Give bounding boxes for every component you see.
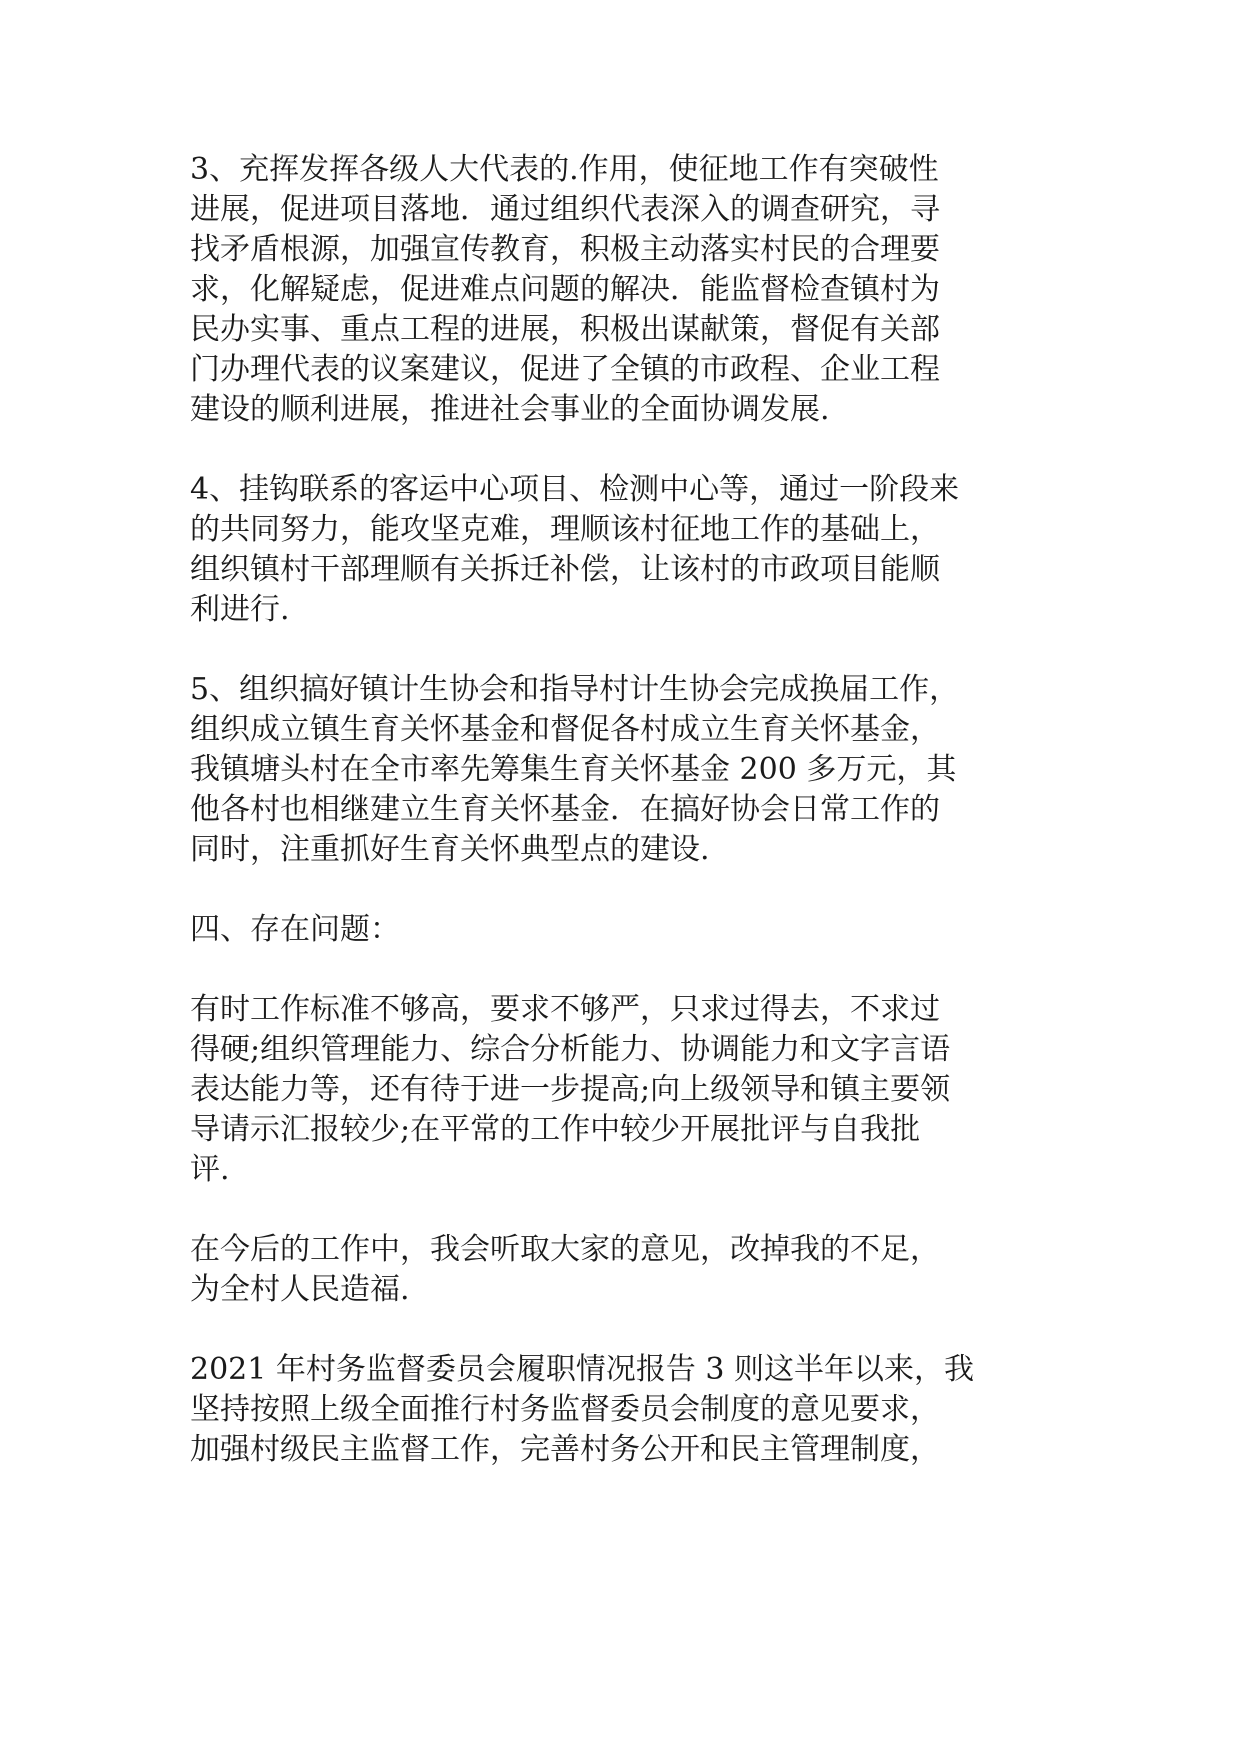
text-line: 坚持按照上级全面推行村务监督委员会制度的意见要求， [190, 1392, 940, 1427]
text-line: 加强村级民主监督工作，完善村务公开和民主管理制度， [190, 1432, 940, 1467]
text-line: 民办实事、重点工程的进展，积极出谋献策，督促有关部 [190, 312, 940, 347]
text-line: 组织镇村干部理顺有关拆迁补偿，让该村的市政项目能顺 [190, 552, 940, 587]
text-line: 有时工作标准不够高，要求不够严，只求过得去，不求过 [190, 992, 940, 1027]
text-line: 找矛盾根源，加强宣传教育，积极主动落实村民的合理要 [190, 232, 940, 267]
text-line: 进展，促进项目落地．通过组织代表深入的调查研究，寻 [190, 192, 940, 227]
text-line: 利进行. [190, 592, 290, 627]
text-line: 得硬;组织管理能力、综合分析能力、协调能力和文字言语 [190, 1032, 951, 1067]
text-line: 3、充挥发挥各级人大代表的.作用，使征地工作有突破性 [190, 152, 939, 187]
text-line: 为全村人民造福. [190, 1272, 410, 1307]
document-page [190, 150, 1070, 1510]
text-line: 2021 年村务监督委员会履职情况报告 3 则这半年以来，我 [190, 1352, 975, 1387]
text-line: 我镇塘头村在全市率先筹集生育关怀基金 200 多万元，其 [190, 752, 957, 787]
paragraph-report-intro [190, 1350, 1070, 1470]
text-line: 门办理代表的议案建议，促进了全镇的市政程、企业工程 [190, 352, 940, 387]
paragraph-problems [190, 990, 1070, 1190]
text-line: 的共同努力，能攻坚克难，理顺该村征地工作的基础上， [190, 512, 940, 547]
paragraph-item-5 [190, 670, 1070, 870]
text-line: 表达能力等，还有待于进一步提高;向上级领导和镇主要领 [190, 1072, 951, 1107]
text-line: 他各村也相继建立生育关怀基金．在搞好协会日常工作的 [190, 792, 940, 827]
text-line: 组织成立镇生育关怀基金和督促各村成立生育关怀基金， [190, 712, 940, 747]
text-line: 同时，注重抓好生育关怀典型点的建设. [190, 832, 710, 867]
text-line: 导请示汇报较少;在平常的工作中较少开展批评与自我批 [190, 1112, 921, 1147]
text-line: 5、组织搞好镇计生协会和指导村计生协会完成换届工作， [190, 672, 960, 707]
section-heading-problems [190, 910, 1070, 950]
text-line: 4、挂钩联系的客运中心项目、检测中心等，通过一阶段来 [190, 472, 960, 507]
text-line: 评. [190, 1152, 230, 1187]
text-line: 建设的顺利进展，推进社会事业的全面协调发展. [190, 392, 830, 427]
heading-line: 四、存在问题： [190, 912, 400, 947]
text-line: 求，化解疑虑，促进难点问题的解决．能监督检查镇村为 [190, 272, 940, 307]
paragraph-item-4 [190, 470, 1070, 630]
paragraph-item-3 [190, 150, 1070, 430]
text-line: 在今后的工作中，我会听取大家的意见，改掉我的不足， [190, 1232, 940, 1267]
paragraph-closing [190, 1230, 1070, 1310]
